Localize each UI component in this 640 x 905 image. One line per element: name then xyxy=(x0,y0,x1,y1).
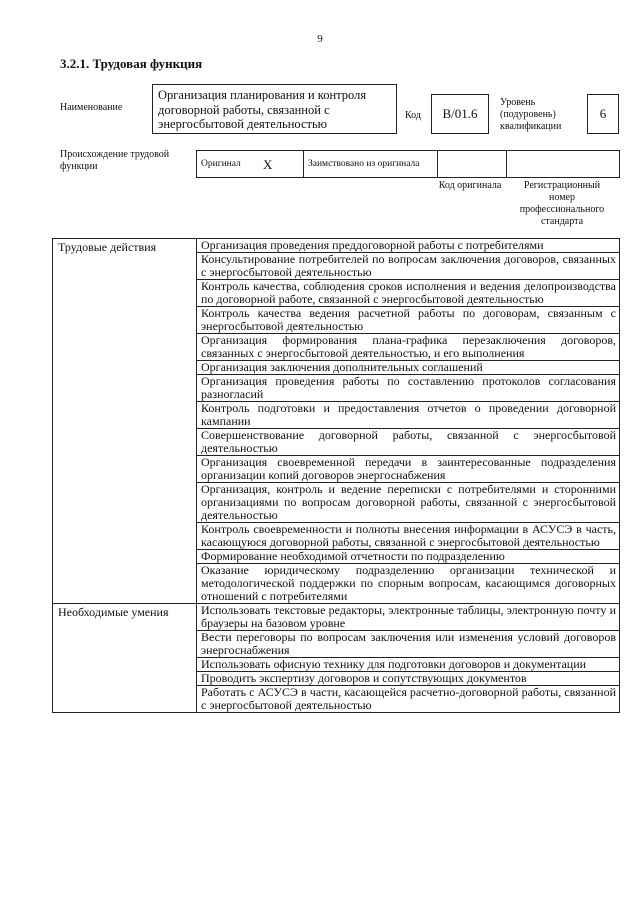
table-cell: Организация проведения работы по составлению протоколов согласования разногласий xyxy=(197,375,620,402)
page-number: 9 xyxy=(317,33,323,45)
main-table xyxy=(52,238,620,713)
table-cell: Вести переговоры по вопросам заключения или изменения условий договоров энергоснабжения xyxy=(197,631,620,658)
reg-number-cell xyxy=(507,151,620,178)
code-original-cell xyxy=(438,151,507,178)
table-cell: Контроль качества, соблюдения сроков исполнения и ведения делопроизводства по договорной работе, связанной с энергосбытовой деятельностью xyxy=(197,280,620,307)
code-label: Код xyxy=(405,110,421,121)
level-label: Уровень (подуровень) квалификации xyxy=(500,97,562,132)
table-cell: Работать с АСУСЭ в части, касающейся расчетно-договорной работы, связанной с энергосбытовой деятельностью xyxy=(197,686,620,713)
table-cell: Организация, контроль и ведение переписки с потребителями и сторонними организациями по вопросам договорной работы, связанной с энергосбытовой деятельностью xyxy=(197,483,620,523)
reg-number-label: Регистрационный номер профессионального стандарта xyxy=(519,180,605,227)
table-cell: Организация проведения преддоговорной работы с потребителями xyxy=(197,239,620,253)
table-cell: Использовать текстовые редакторы, электронные таблицы, электронную почту и браузеры на базовом уровне xyxy=(197,604,620,631)
original-mark: Х xyxy=(259,151,304,178)
code-value: B/01.6 xyxy=(431,94,489,134)
origin-label: Происхождение трудовой функции xyxy=(60,149,170,172)
table-cell: Организация своевременной передачи в заинтересованные подразделения организации копий договоров энергоснабжения xyxy=(197,456,620,483)
borrowed-label: Заимствовано из оригинала xyxy=(304,151,438,178)
origin-table xyxy=(196,150,620,178)
category-label: Необходимые умения xyxy=(53,604,197,713)
section-title: 3.2.1. Трудовая функция xyxy=(60,56,203,71)
table-row xyxy=(53,239,620,253)
table-cell: Оказание юридическому подразделению организации технической и методологической поддержки по спорным вопросам, касающимся договорных отношений с потребителями xyxy=(197,564,620,604)
category-label: Трудовые действия xyxy=(53,239,197,604)
level-value: 6 xyxy=(587,94,619,134)
table-cell: Контроль подготовки и предоставления отчетов о проведении договорной кампании xyxy=(197,402,620,429)
table-cell: Проводить экспертизу договоров и сопутствующих документов xyxy=(197,672,620,686)
table-cell: Использовать офисную технику для подготовки договоров и документации xyxy=(197,658,620,672)
table-row xyxy=(53,604,620,631)
code-original-label: Код оригинала xyxy=(438,180,502,191)
name-value: Организация планирования и контроля договорной работы, связанной с энергосбытовой деятельностью xyxy=(152,84,397,134)
table-cell: Организация заключения дополнительных соглашений xyxy=(197,361,620,375)
table-cell: Контроль качества ведения расчетной работы по договорам, связанным с энергосбытовой деятельностью xyxy=(197,307,620,334)
table-cell: Контроль своевременности и полноты внесения информации в АСУСЭ в часть, касающуюся договорной работы, связанной с энергосбытовой деятельностью xyxy=(197,523,620,550)
name-label: Наименование xyxy=(60,102,123,113)
original-label: Оригинал xyxy=(197,151,260,178)
table-cell: Совершенствование договорной работы, связанной с энергосбытовой деятельностью xyxy=(197,429,620,456)
table-cell: Организация формирования плана-графика перезаключения договоров, связанных с энергосбытовой деятельностью, и его выполнения xyxy=(197,334,620,361)
table-cell: Консультирование потребителей по вопросам заключения договоров, связанных с энергосбытовой деятельностью xyxy=(197,253,620,280)
table-cell: Формирование необходимой отчетности по подразделению xyxy=(197,550,620,564)
